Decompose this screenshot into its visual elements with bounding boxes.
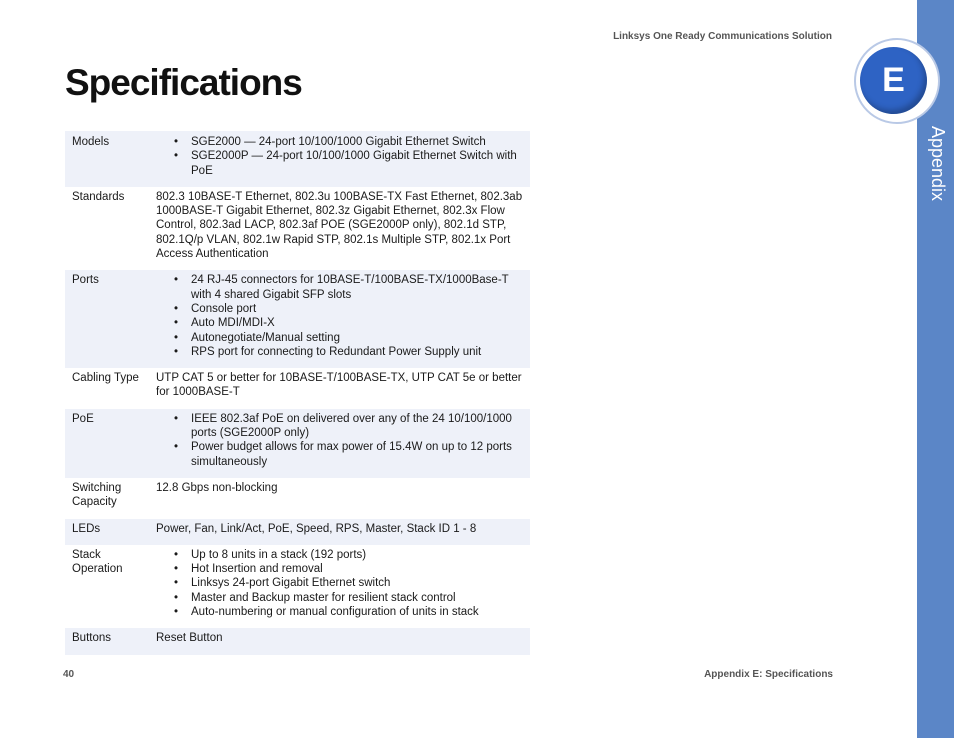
spec-bullet-item: • SGE2000 — 24-port 10/100/1000 Gigabit Ethernet Switch bbox=[156, 135, 524, 149]
spec-value: Power, Fan, Link/Act, PoE, Speed, RPS, Master, Stack ID 1 - 8 bbox=[149, 519, 530, 545]
spec-label: Standards bbox=[72, 190, 125, 203]
spec-value bbox=[149, 409, 530, 478]
spec-row-buttons bbox=[65, 628, 530, 654]
spec-label: Models bbox=[65, 131, 149, 187]
spec-bullet-item: • Auto-numbering or manual configuration of units in stack bbox=[156, 605, 524, 619]
appendix-badge: E bbox=[860, 47, 927, 114]
spec-bullet-item: • Autonegotiate/Manual setting bbox=[156, 331, 524, 345]
spec-bullet-list bbox=[156, 135, 524, 178]
spec-row-poe bbox=[65, 409, 530, 478]
spec-value: Reset Button bbox=[149, 628, 530, 654]
spec-row-models bbox=[65, 131, 530, 187]
spec-bullet-item: • Master and Backup master for resilient stack control bbox=[156, 591, 524, 605]
spec-label: Ports bbox=[65, 270, 149, 368]
side-tab-label: Appendix bbox=[928, 126, 948, 202]
spec-value: 12.8 Gbps non-blocking bbox=[156, 481, 278, 494]
spec-value bbox=[149, 545, 530, 628]
spec-bullet-item: • Console port bbox=[156, 302, 524, 316]
footer-page-number: 40 bbox=[63, 669, 75, 680]
spec-label: Buttons bbox=[65, 628, 149, 654]
spec-label: Stack Operation bbox=[72, 548, 123, 576]
spec-bullet-item: • Hot Insertion and removal bbox=[156, 562, 524, 576]
spec-value bbox=[149, 131, 530, 187]
spec-bullet-item: • Power budget allows for max power of 15.4W on up to 12 ports simultaneously bbox=[156, 440, 524, 469]
spec-row-ports bbox=[65, 270, 530, 368]
spec-bullet-item: • SGE2000P — 24-port 10/100/1000 Gigabit Ethernet Switch with PoE bbox=[156, 149, 524, 178]
spec-row-switching-capacity bbox=[65, 478, 530, 519]
header-title: Linksys One Ready Communications Solution bbox=[613, 31, 832, 42]
spec-row-stack-operation bbox=[65, 545, 530, 628]
spec-label: Switching Capacity bbox=[72, 481, 122, 509]
spec-bullet-item: • IEEE 802.3af PoE on delivered over any of the 24 10/100/1000 ports (SGE2000P only) bbox=[156, 412, 524, 441]
page-title: Specifications bbox=[65, 62, 302, 103]
spec-label: PoE bbox=[65, 409, 149, 478]
spec-bullet-item: • 24 RJ-45 connectors for 10BASE-T/100BASE-TX/1000Base-T with 4 shared Gigabit SFP slots bbox=[156, 273, 524, 302]
footer-section-title: Appendix E: Specifications bbox=[704, 669, 833, 680]
spec-value: 802.3 10BASE-T Ethernet, 802.3u 100BASE-TX Fast Ethernet, 802.3ab 1000BASE-T Gigabit Ethernet, 802.3z Gigabit Ethernet, 802.3x Flow Control, 802.3ad LACP, 802.3af POE (SGE2000P only), 802.1d STP, 802.1Q/p VLAN, 802.1w Rapid STP, 802.1s Multiple STP, 802.1x Port Access Authentication bbox=[156, 190, 523, 261]
spec-row-cabling-type bbox=[65, 368, 530, 409]
spec-row-standards bbox=[65, 187, 530, 270]
spec-label: LEDs bbox=[65, 519, 149, 545]
spec-row-leds bbox=[65, 519, 530, 545]
specifications-table bbox=[65, 131, 530, 655]
spec-bullet-item: • Linksys 24-port Gigabit Ethernet switch bbox=[156, 576, 524, 590]
spec-value: UTP CAT 5 or better for 10BASE-T/100BASE-TX, UTP CAT 5e or better for 1000BASE-T bbox=[156, 372, 522, 399]
spec-bullet-list bbox=[156, 412, 524, 469]
spec-bullet-list bbox=[156, 273, 524, 359]
spec-bullet-item: • Up to 8 units in a stack (192 ports) bbox=[156, 548, 524, 562]
spec-bullet-item: • Auto MDI/MDI-X bbox=[156, 316, 524, 330]
spec-bullet-list bbox=[156, 548, 524, 619]
spec-bullet-item: • RPS port for connecting to Redundant Power Supply unit bbox=[156, 345, 524, 359]
spec-label: Cabling Type bbox=[72, 372, 139, 385]
spec-value bbox=[149, 270, 530, 368]
